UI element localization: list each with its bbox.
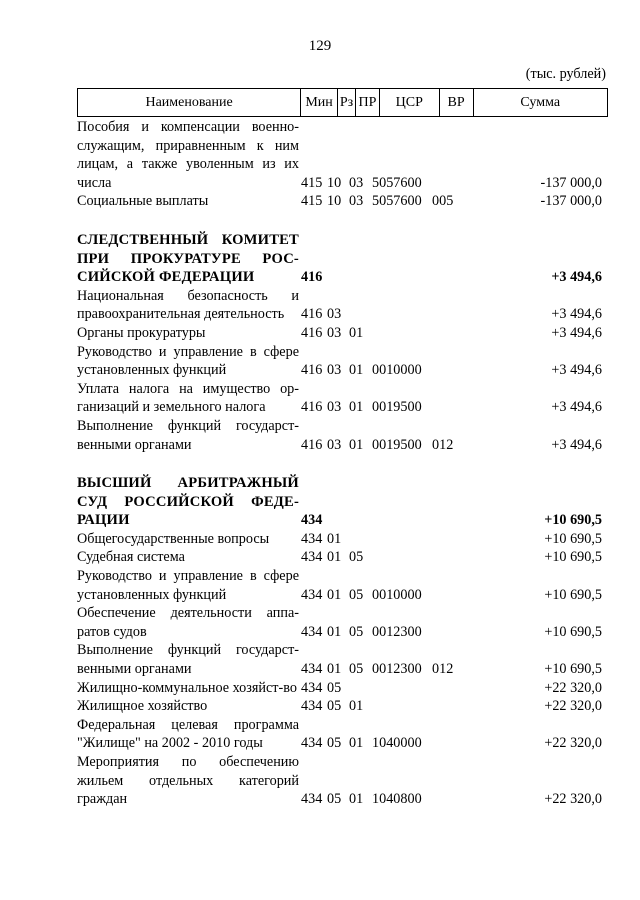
row-vr (432, 623, 472, 642)
row-sum: +3 494,6 (551, 269, 602, 286)
row-name: Мероприятия по обеспечению жильем отдельных категорий граждан (77, 754, 299, 808)
row-min: 416 (301, 436, 323, 453)
row-min: 415 (301, 193, 323, 210)
table-row (77, 604, 608, 641)
row-vr (432, 790, 472, 809)
row-name: Жилищное хозяйство (77, 698, 208, 715)
table-row (77, 380, 608, 417)
header-vr: ВР (440, 89, 474, 116)
row-min: 416 (301, 399, 323, 416)
row-name: Общегосударственные вопросы (77, 530, 270, 547)
row-vr (432, 548, 472, 567)
header-pr: ПР (356, 89, 380, 116)
row-csr (372, 697, 432, 716)
row-pr (349, 268, 372, 287)
row-vr (432, 734, 472, 753)
table-row (77, 417, 608, 454)
row-vr: 012 (432, 661, 454, 678)
row-vr: 012 (432, 436, 454, 453)
row-name: Социальные выплаты (77, 193, 209, 210)
row-rz: 03 (327, 399, 342, 416)
row-csr: 0019500 (372, 399, 422, 416)
row-sum: +22 320,0 (544, 698, 602, 715)
row-rz: 01 (327, 549, 342, 566)
row-rz: 03 (327, 324, 342, 341)
row-rz (327, 511, 349, 530)
row-rz: 05 (327, 735, 342, 752)
table-row (77, 641, 608, 678)
table-row (77, 716, 608, 753)
row-min: 434 (301, 586, 323, 603)
row-csr (372, 548, 432, 567)
row-pr: 05 (349, 623, 364, 640)
row-pr: 05 (349, 586, 364, 603)
row-sum: +22 320,0 (544, 791, 602, 808)
row-csr (372, 324, 432, 343)
row-name: СЛЕДСТВЕННЫЙ КОМИТЕТ ПРИ ПРОКУРАТУРЕ РОС-СИЙСКОЙ ФЕДЕРАЦИИ (77, 231, 299, 286)
row-pr: 03 (349, 193, 364, 210)
row-name: Выполнение функций государст-венными органами (77, 642, 299, 678)
row-name: ВЫСШИЙ АРБИТРАЖНЫЙ СУД РОССИЙСКОЙ ФЕДЕ-РАЦИИ (77, 475, 299, 529)
row-min: 434 (301, 698, 323, 715)
row-name: Органы прокуратуры (77, 324, 206, 341)
header-name: Наименование (78, 89, 301, 116)
row-pr: 01 (349, 698, 364, 715)
table-row (77, 567, 608, 604)
row-pr (349, 530, 372, 549)
row-csr: 1040000 (372, 735, 422, 752)
row-name: Федеральная целевая программа "Жилище" на 2002 - 2010 годы (77, 716, 299, 752)
row-vr (432, 586, 472, 605)
row-name: Судебная система (77, 549, 185, 566)
row-sum: +10 690,5 (544, 586, 602, 603)
table-row (77, 287, 608, 324)
table-row (77, 753, 608, 809)
row-vr (432, 679, 472, 698)
row-min: 416 (301, 269, 323, 286)
row-rz: 01 (327, 623, 342, 640)
row-sum: +10 690,5 (544, 530, 602, 547)
row-pr (349, 305, 372, 324)
row-min: 434 (301, 679, 323, 696)
row-min: 434 (301, 735, 323, 752)
row-vr (432, 398, 472, 417)
row-csr: 5057600 (372, 193, 422, 210)
row-pr: 01 (349, 324, 364, 341)
table-row (77, 530, 608, 549)
row-sum: +3 494,6 (551, 399, 602, 416)
row-min: 434 (301, 623, 323, 640)
table-row (77, 343, 608, 380)
table-row (77, 324, 608, 343)
row-name: Обеспечение деятельности аппа-ратов судов (77, 605, 299, 640)
table-header (77, 88, 608, 117)
header-rz: Рз (338, 89, 356, 116)
row-min: 434 (301, 512, 323, 529)
row-pr: 01 (349, 735, 364, 752)
header-csr: ЦСР (380, 89, 440, 116)
row-sum: +10 690,5 (544, 623, 602, 640)
row-csr (372, 679, 432, 698)
row-vr (432, 697, 472, 716)
row-name: Выполнение функций государст-венными органами (77, 417, 299, 453)
row-name: Руководство и управление в сфере установленных функций (77, 343, 299, 379)
row-rz: 05 (327, 698, 342, 715)
row-pr: 03 (349, 174, 364, 191)
row-pr: 05 (349, 661, 364, 678)
row-min: 434 (301, 549, 323, 566)
header-min: Мин (301, 89, 338, 116)
table-row (77, 548, 608, 567)
row-name: Национальная безопасность и правоохранительная деятельность (77, 287, 299, 323)
row-pr (349, 511, 372, 530)
row-csr (372, 511, 432, 530)
row-sum: -137 000,0 (540, 174, 602, 191)
spacer (77, 211, 608, 231)
row-vr (432, 324, 472, 343)
row-sum: +10 690,5 (544, 512, 602, 529)
row-pr: 05 (349, 549, 364, 566)
row-csr: 0010000 (372, 586, 422, 603)
row-min: 415 (301, 174, 323, 191)
row-min: 434 (301, 530, 323, 547)
row-vr (432, 361, 472, 380)
row-vr (432, 530, 472, 549)
row-name: Пособия и компенсации военно-служащим, приравненным к ним лицам, а также уволенным из их числа (77, 119, 299, 191)
row-vr (432, 511, 472, 530)
row-csr: 0019500 (372, 436, 422, 453)
row-rz: 05 (327, 791, 342, 808)
row-rz: 03 (327, 306, 342, 323)
row-name: Руководство и управление в сфере установленных функций (77, 568, 299, 603)
table-row (77, 679, 608, 698)
row-sum: +22 320,0 (544, 679, 602, 696)
row-csr: 0012300 (372, 623, 422, 640)
row-csr: 0012300 (372, 661, 422, 678)
table-row-section-heading (77, 231, 608, 287)
table-row (77, 192, 608, 211)
row-pr: 01 (349, 791, 364, 808)
row-name: Уплата налога на имущество ор-ганизаций и земельного налога (77, 380, 299, 416)
header-sum: Сумма (520, 94, 561, 110)
row-vr: 005 (432, 193, 454, 210)
row-csr: 1040800 (372, 791, 422, 808)
row-pr: 01 (349, 362, 364, 379)
row-rz: 03 (327, 362, 342, 379)
row-rz: 10 (327, 174, 342, 191)
row-vr (432, 305, 472, 324)
row-sum: +10 690,5 (544, 661, 602, 678)
row-sum: +22 320,0 (544, 735, 602, 752)
row-min: 416 (301, 362, 323, 379)
spacer (77, 454, 608, 474)
row-csr (372, 268, 432, 287)
row-name: Жилищно-коммунальное хозяйст-во (77, 679, 297, 696)
row-csr: 0010000 (372, 362, 422, 379)
row-pr: 01 (349, 436, 364, 453)
row-vr (432, 174, 472, 193)
row-rz (327, 268, 349, 287)
row-sum: +3 494,6 (551, 362, 602, 379)
table-body (77, 117, 608, 809)
row-csr (372, 305, 432, 324)
budget-table (77, 88, 608, 809)
row-min: 416 (301, 324, 323, 341)
row-min: 416 (301, 306, 323, 323)
row-csr: 5057600 (372, 174, 422, 191)
row-rz: 10 (327, 193, 342, 210)
units-label: (тыс. рублей) (525, 66, 606, 82)
page-number: 129 (308, 38, 332, 54)
row-rz: 01 (327, 661, 342, 678)
row-sum: +3 494,6 (551, 306, 602, 323)
row-vr (432, 268, 472, 287)
row-pr: 01 (349, 399, 364, 416)
row-sum: +3 494,6 (551, 324, 602, 341)
row-rz: 03 (327, 436, 342, 453)
row-sum: +10 690,5 (544, 549, 602, 566)
table-row (77, 118, 608, 192)
row-sum: -137 000,0 (540, 193, 602, 210)
row-csr (372, 530, 432, 549)
row-min: 434 (301, 791, 323, 808)
row-sum: +3 494,6 (551, 436, 602, 453)
table-row (77, 697, 608, 716)
row-pr (349, 679, 372, 698)
row-rz: 05 (327, 679, 342, 696)
row-min: 434 (301, 661, 323, 678)
table-row-section-heading (77, 474, 608, 530)
row-rz: 01 (327, 586, 342, 603)
row-rz: 01 (327, 530, 342, 547)
